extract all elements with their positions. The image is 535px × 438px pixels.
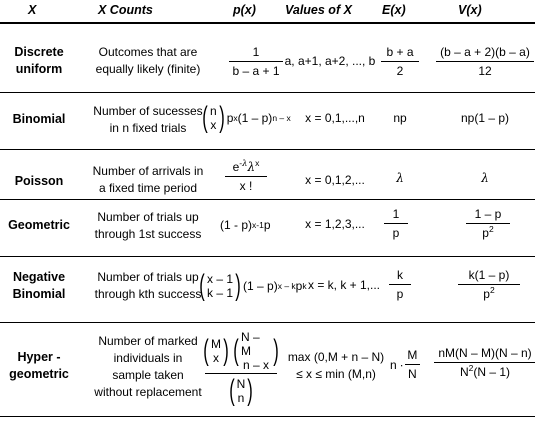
row-label <box>0 349 78 383</box>
row-divider <box>0 416 535 417</box>
row-description <box>78 103 218 137</box>
denominator-base: p <box>482 226 489 240</box>
fraction-numerator: (b – a + 2)(b – a) <box>440 45 530 59</box>
denominator-tail: (N – 1) <box>473 365 511 379</box>
mean-prefix: n ∙ <box>390 358 404 372</box>
support-values: x = 0,1,2,... <box>305 173 365 187</box>
row-description <box>78 333 218 401</box>
p-term: p <box>263 218 271 232</box>
fraction-numerator <box>230 160 263 176</box>
binom-top: M <box>211 337 221 351</box>
fraction-numerator: M <box>407 348 418 362</box>
fraction-numerator: b + a <box>386 45 414 59</box>
binom-bottom: k – 1 <box>207 286 234 300</box>
support-values: x = 1,2,3,... <box>305 217 365 231</box>
row-description <box>78 209 218 243</box>
binomial-coefficient <box>200 103 227 133</box>
right-paren: ) <box>223 334 229 367</box>
desc-line: in n fixed trials <box>109 121 187 135</box>
fraction-denominator: 2 <box>381 61 419 79</box>
fraction-denominator: p <box>384 223 408 241</box>
binom-top: n <box>210 104 217 118</box>
pmf-expression: ( x – 1 k – 1 ) (1 – p) x – k p k <box>197 266 307 306</box>
row-description <box>78 163 218 197</box>
left-paren: ( <box>228 374 235 407</box>
support-values: x = 0,1,...,n <box>305 111 365 125</box>
fraction-numerator: k <box>397 268 403 282</box>
support-line: ≤ x ≤ min (M,n) <box>296 367 376 381</box>
denominator-exponent: 2 <box>489 285 495 295</box>
pmf-expression: (1 - p) x-1 p <box>220 218 271 232</box>
desc-line: without replacement <box>94 385 202 399</box>
row-description <box>78 44 218 78</box>
header-x: X <box>28 3 37 17</box>
row-label: Poisson <box>14 174 64 188</box>
fraction-numerator: 1 <box>252 45 260 59</box>
right-paren: ) <box>247 374 254 407</box>
binom-bottom: n – x <box>242 358 269 372</box>
fraction-denominator: N <box>405 364 420 382</box>
binom-bottom: x <box>213 351 219 365</box>
binomial-coefficient <box>201 336 231 366</box>
q-term: (1 – p) <box>243 279 278 293</box>
binomial-coefficient <box>227 376 256 406</box>
mean-fraction <box>387 268 413 302</box>
binom-top: N <box>236 377 246 391</box>
header-values-of-x: Values of X <box>285 3 352 17</box>
row-label: Binomial <box>12 112 66 126</box>
fraction-denominator: 12 <box>436 61 534 79</box>
header-px: p(x) <box>233 3 256 17</box>
right-paren: ) <box>273 334 279 367</box>
variance-fraction <box>458 268 520 302</box>
fraction-numerator <box>201 330 281 373</box>
binom-bottom: x <box>210 118 217 132</box>
fraction-denominator <box>458 284 520 302</box>
denominator-base: N <box>459 365 469 379</box>
q-term: (1 - p) <box>220 218 253 232</box>
mean-value: np <box>393 111 407 125</box>
left-paren: ( <box>233 334 239 367</box>
pmf-expression: ( n x ) p x (1 – p) n – x <box>200 100 291 136</box>
p-term: p <box>226 111 234 125</box>
binomial-coefficient <box>231 330 281 372</box>
desc-line: Number of trials up <box>97 270 199 284</box>
left-paren: ( <box>203 334 209 367</box>
row-label: Geometric <box>8 218 70 232</box>
e-term: e <box>232 160 240 174</box>
lambda-term: λ <box>247 160 256 174</box>
variance-fraction <box>436 346 534 380</box>
row-divider <box>0 199 535 200</box>
header-divider <box>0 22 535 24</box>
mean-fraction <box>378 45 422 79</box>
e-exponent: -λ <box>239 159 248 169</box>
fraction-numerator: k(1 – p) <box>468 268 510 282</box>
variance-fraction <box>436 45 534 79</box>
binom-top: x – 1 <box>207 272 234 286</box>
fraction-numerator: nM(N – M)(N – n) <box>438 346 532 360</box>
desc-line: a fixed time period <box>98 181 198 195</box>
binom-bottom: n <box>237 391 245 405</box>
row-label-line: Negative <box>12 270 66 284</box>
mean-value: λ <box>396 171 404 185</box>
desc-line: Number of sucesses <box>93 104 203 118</box>
row-label <box>0 44 78 78</box>
fraction-numerator: 1 <box>392 207 400 221</box>
header-x-counts: X Counts <box>98 3 153 17</box>
variance-value: λ <box>481 171 489 185</box>
pmf-fraction <box>222 160 270 194</box>
right-paren: ) <box>218 101 225 134</box>
support-values: x = k, k + 1,... <box>307 278 381 292</box>
denominator-exponent: 2 <box>488 224 494 234</box>
row-label-line: Binomial <box>12 287 66 301</box>
right-paren: ) <box>235 269 241 302</box>
desc-line: Outcomes that are <box>98 45 198 59</box>
fraction-denominator: b – a + 1 <box>229 61 282 79</box>
row-divider <box>0 149 535 150</box>
desc-line: Number of arrivals in <box>92 164 204 178</box>
desc-line: through kth success <box>94 287 202 301</box>
desc-line: Number of marked <box>98 334 198 348</box>
support-values <box>282 349 390 383</box>
left-paren: ( <box>202 101 208 134</box>
desc-line: Number of trials up <box>97 210 199 224</box>
p-term: p <box>295 279 303 293</box>
q-term: (1 – p) <box>237 111 273 125</box>
support-line: max (0,M + n – N) <box>287 350 385 364</box>
row-label <box>0 269 78 303</box>
fraction-denominator: x ! <box>225 176 267 194</box>
lambda-exponent: x <box>255 158 260 168</box>
row-label-line: uniform <box>15 62 63 76</box>
variance-value: np(1 – p) <box>460 111 510 125</box>
header-ex: E(x) <box>382 3 406 17</box>
row-label-line: Hyper - <box>17 350 61 364</box>
fraction-denominator <box>434 362 535 380</box>
row-divider <box>0 322 535 323</box>
denominator-exponent: 2 <box>468 363 474 373</box>
row-label-line: Discrete <box>14 45 64 59</box>
variance-fraction <box>466 207 510 241</box>
mean-expression <box>390 347 420 383</box>
row-label-line: geometric <box>9 367 69 381</box>
denominator-base: p <box>483 287 490 301</box>
desc-line: equally likely (finite) <box>95 62 201 76</box>
pmf-fraction <box>201 330 281 406</box>
row-divider <box>0 92 535 93</box>
support-values: a, a+1, a+2, ..., b <box>284 54 376 68</box>
left-paren: ( <box>199 269 205 302</box>
desc-line: sample taken <box>112 368 184 382</box>
row-divider <box>0 256 535 257</box>
header-vx: V(x) <box>458 3 482 17</box>
desc-line: individuals in <box>113 351 183 365</box>
fraction-denominator <box>205 373 277 406</box>
fraction-numerator: 1 – p <box>474 207 502 221</box>
fraction-denominator: p <box>389 284 411 302</box>
fraction-denominator <box>466 223 510 241</box>
binom-top: N – M <box>241 330 260 358</box>
mean-fraction <box>382 207 410 241</box>
mean-fraction <box>404 348 420 382</box>
binomial-coefficient <box>197 271 243 301</box>
desc-line: through 1st success <box>94 227 202 241</box>
